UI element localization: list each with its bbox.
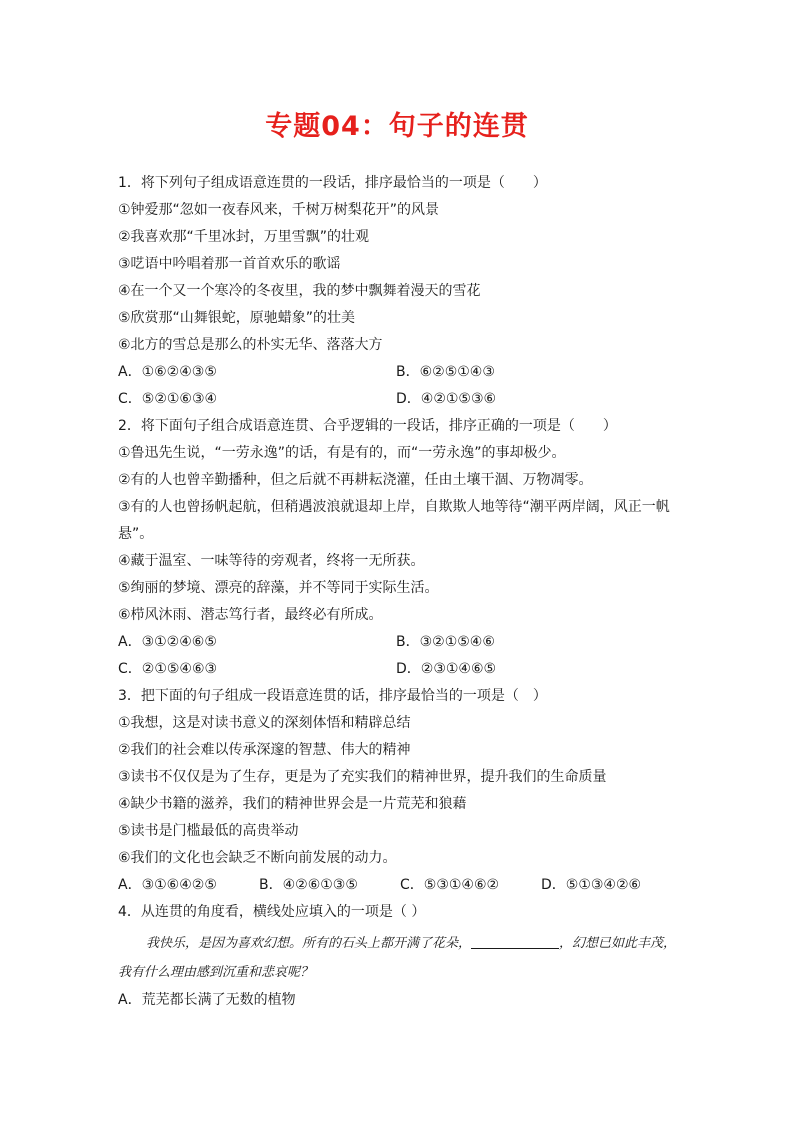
option-c: C．⑤②①⑥③④ <box>118 391 218 407</box>
question-3 <box>118 683 688 899</box>
passage-line-2: 我有什么理由感到沉重和悲哀呢？ <box>118 965 314 980</box>
option-c: C．②①⑤④⑥③ <box>118 661 218 677</box>
document-body <box>118 170 688 1014</box>
option-d: D．⑤①③④②⑥ <box>541 877 642 893</box>
option-d: D．②③①④⑥⑤ <box>396 661 497 677</box>
sentence-item: ④在一个又一个寒冷的冬夜里，我的梦中飘舞着漫天的雪花 <box>118 283 481 299</box>
option-a: A．荒芜都长满了无数的植物 <box>118 992 296 1008</box>
option-a: A．③①②④⑥⑤ <box>118 634 217 650</box>
reading-passage <box>118 929 688 987</box>
option-b: B．④②⑥①③⑤ <box>259 877 358 893</box>
sentence-item: ②有的人也曾辛勤播种，但之后就不再耕耘浇灌，任由土壤干涸、万物凋零。 <box>118 472 593 488</box>
question-4 <box>118 899 688 1014</box>
sentence-item: ②我喜欢那“千里冰封，万里雪飘”的壮观 <box>118 229 370 245</box>
sentence-item: ⑥我们的文化也会缺乏不断向前发展的动力。 <box>118 850 397 866</box>
sentence-item: ⑤读书是门槛最低的高贵举动 <box>118 823 299 839</box>
sentence-item: ①我想，这是对读书意义的深刻体悟和精辟总结 <box>118 715 411 731</box>
question-1 <box>118 170 688 413</box>
sentence-item: ⑤欣赏那“山舞银蛇，原驰蜡象”的壮美 <box>118 310 356 326</box>
question-2 <box>118 413 688 683</box>
sentence-item: ⑤绚丽的梦境、漂亮的辞藻，并不等同于实际生活。 <box>118 580 439 596</box>
question-stem: 1．将下列句子组成语意连贯的一段话，排序最恰当的一项是（ ） <box>118 175 547 191</box>
passage-line-1 <box>118 929 688 958</box>
option-d: D．④②①⑤③⑥ <box>396 391 497 407</box>
sentence-item: ④缺少书籍的滋养，我们的精神世界会是一片荒芜和狼藉 <box>118 796 467 812</box>
question-stem: 4．从连贯的角度看，横线处应填入的一项是（ ） <box>118 904 426 920</box>
page-title: 专题04：句子的连贯 <box>265 111 529 142</box>
passage-after-blank: ，幻想已如此丰茂， <box>559 936 677 951</box>
option-b: B．③②①⑤④⑥ <box>396 634 495 650</box>
sentence-item: ③有的人也曾扬帆起航，但稍遇波浪就退却上岸，自欺欺人地等待“潮平两岸阔，风正一帆悬”。 <box>118 499 670 542</box>
passage-before-blank: 我快乐，是因为喜欢幻想。所有的石头上都开满了花朵， <box>146 936 472 951</box>
answer-options <box>118 656 688 683</box>
sentence-item: ④藏于温室、一味等待的旁观者，终将一无所获。 <box>118 553 425 569</box>
sentence-item: ①鲁迅先生说，“一劳永逸”的话，有是有的，而“一劳永逸”的事却极少。 <box>118 445 566 461</box>
question-stem: 2．将下面句子组合成语意连贯、合乎逻辑的一段话，排序正确的一项是（ ） <box>118 418 617 434</box>
sentence-item: ⑥北方的雪总是那么的朴实无华、落落大方 <box>118 337 383 353</box>
question-stem: 3．把下面的句子组成一段语意连贯的话，排序最恰当的一项是（ ） <box>118 688 547 704</box>
answer-options <box>118 386 688 413</box>
fill-in-blank[interactable] <box>471 934 559 949</box>
answer-options <box>118 359 688 386</box>
sentence-item: ①钟爱那“忽如一夜春风来，千树万树梨花开”的风景 <box>118 202 440 218</box>
answer-options <box>118 872 688 899</box>
answer-options <box>118 629 688 656</box>
sentence-item: ③读书不仅仅是为了生存，更是为了充实我们的精神世界，提升我们的生命质量 <box>118 769 607 785</box>
sentence-item: ③呓语中吟唱着那一首首欢乐的歌谣 <box>118 256 341 272</box>
option-a: A．③①⑥④②⑤ <box>118 877 217 893</box>
sentence-item: ⑥栉风沐雨、潜志笃行者，最终必有所成。 <box>118 607 383 623</box>
sentence-item: ②我们的社会难以传承深邃的智慧、伟大的精神 <box>118 742 411 758</box>
option-c: C．⑤③①④⑥② <box>400 877 500 893</box>
option-b: B．⑥②⑤①④③ <box>396 364 495 380</box>
option-a: A．①⑥②④③⑤ <box>118 364 217 380</box>
